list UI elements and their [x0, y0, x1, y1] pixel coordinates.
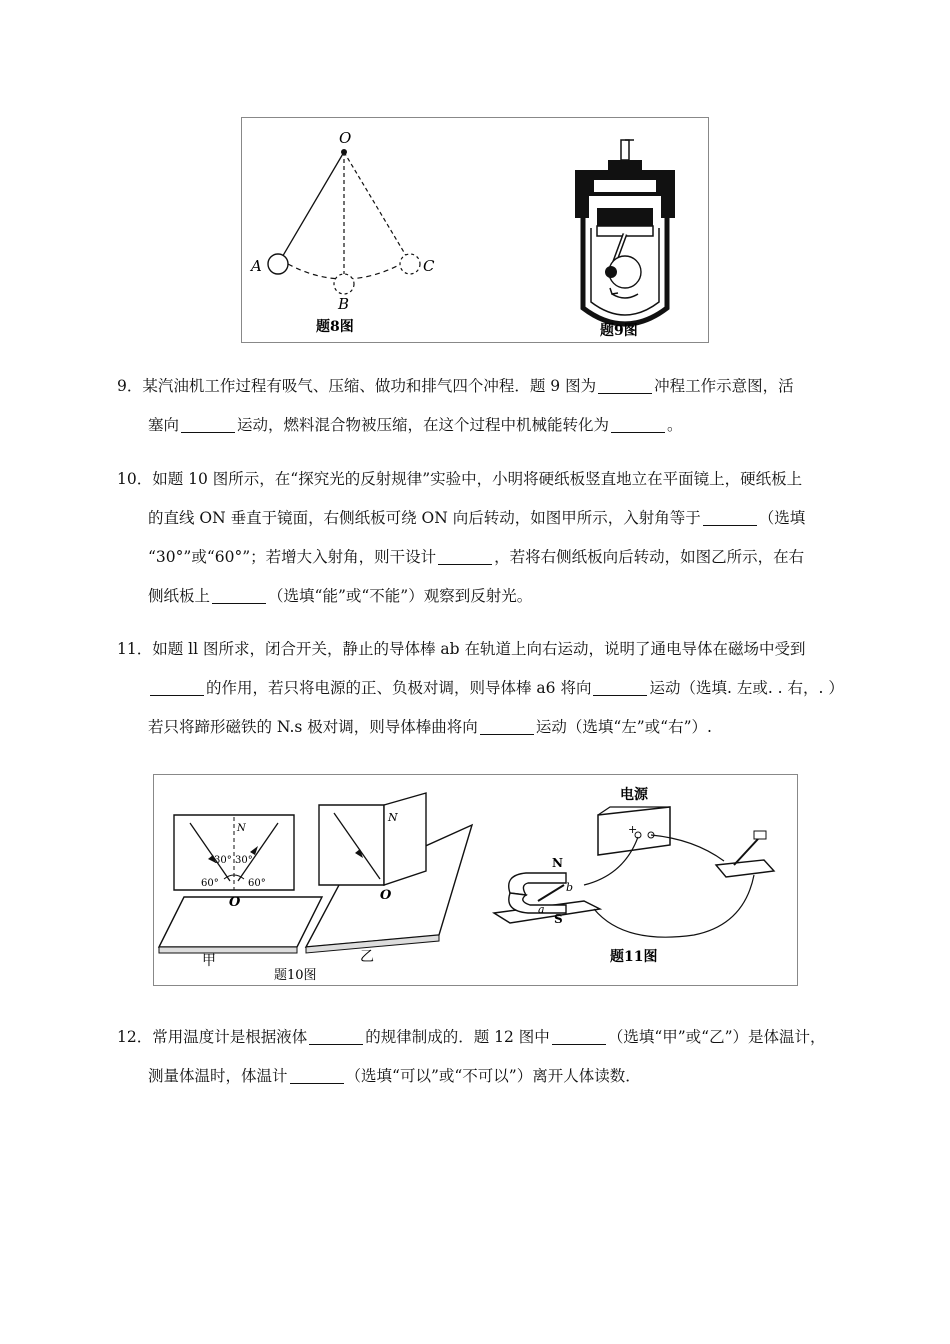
label-c: C — [423, 257, 435, 275]
q9-blank-3 — [611, 416, 665, 433]
label-a: A — [251, 257, 262, 275]
bob-a — [268, 254, 288, 274]
figure-10-11 — [153, 774, 798, 986]
bob-c — [400, 254, 420, 274]
q12-blank-1 — [309, 1028, 363, 1045]
q10-blank-3 — [212, 587, 266, 604]
q10-blank-1 — [703, 509, 757, 526]
figure-8-9 — [241, 117, 709, 343]
q12-line-1 — [117, 1027, 826, 1047]
q11-line-1: 11．如题 ll 图所求，闭合开关，静止的导体棒 ab 在轨道上向右运动，说明了通电导体在磁场中受到 — [117, 640, 806, 658]
q12-blank-2 — [552, 1028, 606, 1045]
fig11-magnet-s: S — [554, 912, 563, 926]
q11-text-3b: 运动（选填“左”或“右”）. — [535, 718, 712, 736]
q9-blank-2 — [181, 416, 235, 433]
q11-text-3a: 若只将蹄形磁铁的 N.s 极对调，则导体棒曲将向 — [148, 718, 478, 736]
caption-fig10: 题10图 — [274, 968, 317, 983]
q11-text-2a: 的作用，若只将电源的正、负极对调，则导体棒 a6 将向 — [206, 679, 592, 697]
fig10-n-label-1: N — [237, 823, 246, 834]
fig10-n-label-2: N — [388, 811, 398, 824]
fig11-magnet-n: N — [552, 856, 563, 870]
switch — [716, 860, 774, 877]
bob-b — [334, 274, 354, 294]
fig10-angle30-left: 30° — [214, 855, 232, 866]
fig10-angle60-left: 60° — [201, 878, 219, 889]
fig10-yi: 乙 — [360, 949, 374, 965]
q10-text-4b: （选填“能”或“不能”）观察到反射光。 — [268, 587, 533, 605]
q11-blank-1 — [150, 679, 204, 696]
fig10-o-label-2: O — [380, 888, 392, 903]
q9-text-2c: 。 — [667, 416, 683, 434]
q9-text-1a: 9．某汽油机工作过程有吸气、压缩、做功和排气四个冲程．题 9 图为 — [117, 377, 597, 395]
engine-diagram — [575, 140, 675, 324]
label-b: B — [338, 295, 350, 313]
q10-line-1: 10．如题 10 图所示，在“探究光的反射规律”实验中，小明将硬纸板竖直地立在平面镜上，硬纸板上 — [117, 470, 803, 488]
fig11-rod-a: a — [538, 903, 545, 916]
magnet-top — [509, 873, 566, 895]
q11-line-2 — [148, 678, 844, 698]
q10-text-3a: “30°”或“60°”；若增大入射角，则干设计 — [148, 548, 437, 566]
q10-text-3b: ，若将右侧纸板向后转动，如图乙所示，在右 — [494, 548, 805, 566]
q10-text-4a: 侧纸板上 — [148, 587, 211, 605]
q12-text-2a: 测量体温时，体温计 — [148, 1067, 288, 1085]
q12-text-1c: （选填“甲”或“乙”）是体温计， — [607, 1028, 826, 1046]
fig11-plus: + — [628, 823, 638, 836]
q12-blank-3 — [290, 1067, 344, 1084]
q10-line-2 — [148, 508, 805, 528]
label-o: O — [339, 129, 352, 147]
q12-line-2 — [148, 1066, 641, 1086]
fig10-angle30-right: 30° — [235, 855, 253, 866]
q11-text-2b: 运动（选填. 左或. . 右，. ） — [649, 679, 844, 697]
q10-line-3 — [148, 547, 804, 567]
fig10-o-label-1: O — [229, 895, 241, 910]
fig11-power-label: 电源 — [620, 787, 648, 803]
q11-blank-3 — [480, 718, 534, 735]
caption-fig9: 题9图 — [600, 323, 638, 339]
figure-10-11-drawing — [154, 775, 797, 985]
q10-text-2a: 的直线 ON 垂直于镜面，右侧纸板可绕 ON 向后转动，如图甲所示，入射角等于 — [148, 509, 701, 527]
q9-line-1 — [117, 376, 794, 396]
q10-line-4 — [148, 586, 532, 606]
q9-text-1b: 冲程工作示意图，活 — [654, 377, 794, 395]
q10-text-2b: （选填 — [758, 509, 806, 527]
caption-fig8: 题8图 — [316, 319, 354, 335]
conductor-rod — [538, 885, 564, 901]
q12-text-1a: 12．常用温度计是根据液体 — [117, 1028, 308, 1046]
fig10-angle60-right: 60° — [248, 878, 266, 889]
fig10-jia: 甲 — [202, 953, 216, 969]
q9-text-2a: 塞向 — [148, 416, 180, 434]
caption-fig11: 题11图 — [610, 949, 658, 965]
q11-blank-2 — [593, 679, 647, 696]
q9-text-2b: 运动，燃料混合物被压缩，在这个过程中机械能转化为 — [237, 416, 610, 434]
q11-line-3 — [148, 717, 712, 737]
figure-8-9-drawing — [242, 118, 708, 342]
q9-blank-1 — [598, 377, 652, 394]
q10-blank-2 — [438, 548, 492, 565]
q9-line-2 — [148, 415, 683, 435]
fig11-rod-b: b — [566, 881, 574, 894]
q12-text-1b: 的规律制成的．题 12 图中 — [365, 1028, 550, 1046]
q12-text-2b: （选填“可以”或“不可以”）离开人体读数． — [345, 1067, 641, 1085]
